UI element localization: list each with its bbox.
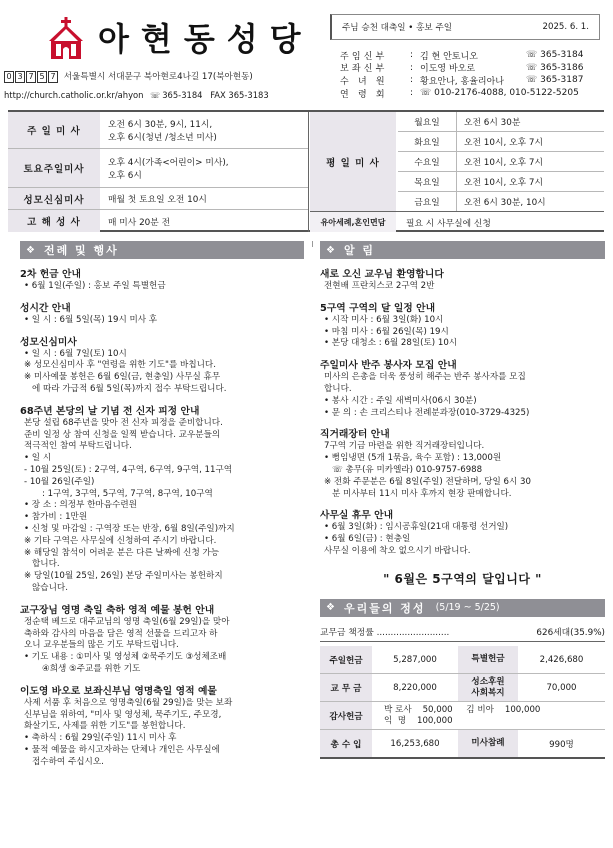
confession-label: 고 해 성 사 xyxy=(8,210,100,232)
diamond-icon: ❖ xyxy=(326,244,337,256)
notice-line: 화살기도, 사제를 위한 기도"를 봉헌합니다. xyxy=(24,721,186,732)
notice-title: 교구장님 영명 축일 축하 영적 예물 봉헌 안내 xyxy=(20,604,215,616)
offering-value: 16,253,680 xyxy=(372,730,458,758)
notice-line: ※ 기타 구역은 사무실에 신청하여 주시기 바랍니다. xyxy=(24,535,217,546)
notice-item xyxy=(20,300,304,327)
notice-title: 68주년 본당의 날 기념 전 신자 피정 안내 xyxy=(20,405,200,417)
fax-number: FAX 365-3183 xyxy=(210,90,269,100)
notice-line: ※ 미사예물 봉헌은 6월 6일(금, 현충일) 사무실 휴무 xyxy=(24,372,221,383)
holyhour-mass-time: 매월 첫 토요일 오전 10시 xyxy=(108,195,207,205)
notice-line: • 일 시 xyxy=(24,453,52,464)
notice-item xyxy=(320,357,605,419)
weekday-day: 화요일 xyxy=(414,138,440,148)
notice-line: ※ 당일(10월 25일, 26일) 본당 주일미사는 봉헌하지 xyxy=(24,571,223,582)
notice-title: 사무실 휴무 안내 xyxy=(320,510,394,522)
notice-line: 신부님을 위하여, "미사 및 영성체, 묵주기도, 주모경, xyxy=(24,709,222,720)
offering-value: 8,220,000 xyxy=(372,674,458,702)
weekday-day: 목요일 xyxy=(414,178,440,188)
notice-line: 정순택 베드로 대주교님의 영명 축일(6월 29일)을 맞아 xyxy=(24,616,230,627)
phone-icon: ☏ xyxy=(526,62,541,73)
phone-icon: ☏ xyxy=(150,91,161,100)
diamond-icon: ❖ xyxy=(26,244,37,256)
sunday-title-box xyxy=(330,14,600,40)
notice-line: 분 미사부터 11시 미사 후까지 현장 판매합니다. xyxy=(332,488,512,499)
notice-line: • 기도 내용 : ①미사 및 영성체 ②묵주기도 ③성체조배 xyxy=(24,652,227,663)
notice-line: 미사의 은총을 더욱 풍성히 해주는 반주 봉사자를 모집 xyxy=(324,372,526,383)
column-divider xyxy=(312,241,313,247)
notice-item xyxy=(20,334,304,396)
offering-value: 990명 xyxy=(518,730,605,758)
confession-time: 매 미사 20분 전 xyxy=(108,217,171,228)
tel-number: 365-3184 xyxy=(162,90,203,100)
notice-line: 에 따라 가급적 6월 5일(목)까지 접수 부탁드립니다. xyxy=(32,383,227,394)
address-text: 서울특별시 서대문구 북아현로4나길 17(북아현동) xyxy=(63,72,253,82)
church-logo-icon xyxy=(45,17,87,59)
notice-line: • 장 소 : 의정부 한마음수련원 xyxy=(24,500,137,511)
notice-line: • 봉사 시간 : 주일 새벽미사(06시 30분) xyxy=(324,395,477,406)
notice-item xyxy=(320,266,605,293)
section-header-notices: ❖ 알 림 xyxy=(320,241,605,259)
notice-line: • 참가비 : 1만원 xyxy=(24,512,88,523)
notice-line: • 뻥임냉면 (5개 1묶음, 육수 포함) : 13,000원 xyxy=(324,453,502,464)
address-line xyxy=(4,70,253,83)
section-header-liturgy: ❖ 전례 및 행사 xyxy=(20,241,304,259)
mass-schedule-table xyxy=(8,110,604,232)
phone-icon: ☏ xyxy=(526,75,541,86)
offering-label: 주일헌금 xyxy=(320,646,372,674)
notice-line: • 본당 대청소 : 6월 28일(토) 10시 xyxy=(324,338,458,349)
baptism-label: 유아세례,혼인면담 xyxy=(310,212,396,232)
notice-line: - 10월 26일(주일) xyxy=(24,476,95,487)
offering-label: 교 무 금 xyxy=(320,674,372,702)
notice-line: 7구역 기금 마련을 위한 직거래장터입니다. xyxy=(324,441,485,452)
notice-line: • 6월 3일(화) : 임시공휴일(21대 대통령 선거일) xyxy=(324,522,509,533)
offering-table xyxy=(320,646,605,759)
notice-title: 직거래장터 안내 xyxy=(320,429,390,441)
notice-title: 주일미사 반주 봉사자 모집 안내 xyxy=(320,360,457,372)
church-name: 아현동성당 xyxy=(98,20,313,58)
section-header-offering: ❖ 우리들의 정성 (5/19 ~ 5/25) xyxy=(320,599,605,617)
notice-line: 접수하여 주십시오. xyxy=(32,756,104,767)
notice-title: 성시간 안내 xyxy=(20,302,71,314)
notice-line: 축하와 감사의 마음을 담은 영적 선물을 드리고자 하 xyxy=(24,628,218,639)
staff-row: 수 녀 원 : 황요안나, 홍율리아나 ☏ 365-3187 xyxy=(340,75,584,87)
weekday-time: 오전 10시, 오후 7시 xyxy=(464,178,543,188)
staff-row: 보좌신부 : 이도영 바오로 ☏ 365-3186 xyxy=(340,62,584,75)
notice-title: 2차 헌금 안내 xyxy=(20,269,81,280)
diamond-icon: ❖ xyxy=(326,602,337,614)
weekday-day: 수요일 xyxy=(414,158,440,168)
holyhour-mass-label: 성모신심미사 xyxy=(8,188,100,209)
bulletin-header xyxy=(0,0,613,107)
liturgy-events-column xyxy=(20,241,304,842)
notice-item xyxy=(20,683,304,769)
monthly-quote: " 6월은 5구역의 달입니다 " xyxy=(383,571,542,586)
notice-item xyxy=(20,602,304,676)
weekday-time: 오전 6시 30분, 10시 xyxy=(464,198,546,208)
contact-line xyxy=(4,90,269,100)
notice-item xyxy=(320,507,605,557)
bulletin-date: 2025. 6. 1. xyxy=(542,22,589,32)
notice-line: 적극적인 참여 부탁드립니다. xyxy=(24,441,132,452)
notice-line: 본당 설립 68주년을 맞아 전 신자 피정을 준비합니다. xyxy=(24,417,223,428)
weekday-day: 월요일 xyxy=(414,118,440,128)
sunday-mass-times: 오전 6시 30분, 9시, 11시, 오후 6시(청년 /청소년 미사) xyxy=(108,120,217,143)
offering-value: 박 로사 50,000 김 비아 100,000 익 명 100,000 xyxy=(372,702,605,730)
weekday-time: 오전 10시, 오후 7시 xyxy=(464,138,543,148)
notice-line: - 10월 25일(토) : 2구역, 4구역, 6구역, 9구역, 11구역 xyxy=(24,464,233,475)
offering-label: 감사헌금 xyxy=(320,702,372,730)
notice-line: • 일 시 : 6월 7일(토) 10시 xyxy=(24,348,127,359)
sunday-title: 주님 승천 대축일 • 홍보 주일 xyxy=(342,23,453,33)
notice-line: 준비 일정 상 참여 신청을 일찍 받습니다. 교우분들의 xyxy=(24,429,221,440)
notice-line: ④희생 ⑤주교를 위한 기도 xyxy=(42,663,141,674)
weekday-time: 오전 10시, 오후 7시 xyxy=(464,158,543,168)
offering-row xyxy=(320,646,605,674)
staff-row: 연 령 회 : ☏ 010-2176-4088, 010-5122-5205 xyxy=(340,88,579,100)
phone-icon: ☏ xyxy=(526,50,541,61)
notice-line: 오니 교우분들의 많은 기도 부탁드립니다. xyxy=(24,640,179,651)
weekday-mass-label: 평 일 미 사 xyxy=(310,112,396,211)
notice-item xyxy=(20,403,304,595)
notice-title: 성모신심미사 xyxy=(20,336,77,348)
notice-title: 5구역 구역의 달 일정 안내 xyxy=(320,302,436,314)
notice-line: ※ 성모신심미사 후 "연령을 위한 기도"를 바칩니다. xyxy=(24,360,216,371)
notice-item xyxy=(320,426,605,500)
weekday-day: 금요일 xyxy=(414,198,440,208)
notice-line: 전현배 프란치스코 2구역 2반 xyxy=(324,281,435,291)
notice-title: 새로 오신 교우님 환영합니다 xyxy=(320,269,444,280)
offering-row xyxy=(320,674,605,702)
notice-line: • 6월 6일(금) : 현충일 xyxy=(324,534,411,545)
notice-line: 사무실 이용에 착오 없으시기 바랍니다. xyxy=(324,545,471,556)
offering-row xyxy=(320,730,605,758)
offering-value: 2,426,680 xyxy=(518,646,605,674)
notices-column xyxy=(320,241,605,842)
notice-line: • 마침 미사 : 6월 26일(목) 19시 xyxy=(324,326,449,337)
offering-value: 70,000 xyxy=(518,674,605,702)
sunday-mass-label: 주 일 미 사 xyxy=(8,112,100,148)
offering-label: 미사참례 xyxy=(458,730,518,758)
offering-value: 5,287,000 xyxy=(372,646,458,674)
phone-icon: ☏ xyxy=(420,88,435,99)
tithe-rate: 교무금 책정률 .......................... 626세대(35.9%) xyxy=(320,625,605,642)
notice-line: • 문 의 : 손 크리스티나 전례분과장(010-3729-4325) xyxy=(324,407,530,418)
notice-line: 합니다. xyxy=(32,559,60,570)
notice-item xyxy=(20,266,304,293)
notice-line: 사제 서품 후 처음으로 영명축일(6월 29일)을 맞는 보좌 xyxy=(24,697,233,708)
notice-line: ※ 전화 주문분은 6월 8일(주일) 전달하며, 당일 6시 30 xyxy=(324,476,531,487)
notice-line: • 6월 1일(주일) : 홍보 주일 특별헌금 xyxy=(24,281,166,291)
notice-line: 합니다. xyxy=(324,383,352,394)
notice-line: • 물적 예물을 하시고자하는 단체나 개인은 사무실에 xyxy=(24,744,220,755)
notice-line: • 시작 미사 : 6월 3일(화) 10시 xyxy=(324,314,444,325)
saturday-mass-label: 토요주일미사 xyxy=(8,149,100,187)
postal-code: 0 3 7 5 7 xyxy=(4,71,58,83)
notice-line: ※ 해당일 참석이 어려운 분은 다른 날짜에 신청 가능 xyxy=(24,547,220,558)
notice-line: ☏ 총무(유 미카엘라) 010-9757-6988 xyxy=(332,464,483,475)
weekday-time: 오전 6시 30분 xyxy=(464,118,521,128)
notice-item xyxy=(320,300,605,350)
offering-label: 성소후원 사회복지 xyxy=(458,674,518,702)
staff-list xyxy=(340,49,605,99)
notice-line: 않습니다. xyxy=(32,582,68,593)
notice-title: 이도영 바오로 보좌신부님 영명축일 영적 예물 xyxy=(20,685,217,697)
notice-line: : 1구역, 3구역, 5구역, 7구역, 8구역, 10구역 xyxy=(42,488,213,499)
staff-row: 주임신부 : 김 현 안토니오 ☏ 365-3184 xyxy=(340,50,584,62)
notice-line: • 축하식 : 6월 29일(주일) 11시 미사 후 xyxy=(24,733,177,744)
offering-label: 총 수 입 xyxy=(320,730,372,758)
saturday-mass-times: 오후 4시(가족<어린이> 미사), 오후 6시 xyxy=(108,158,229,181)
offering-row xyxy=(320,702,605,730)
homepage-link[interactable]: http://church.catholic.or.kr/ahyon xyxy=(4,90,144,100)
notice-line: • 일 시 : 6월 5일(목) 19시 미사 후 xyxy=(24,314,158,325)
baptism-text: 필요 시 사무실에 신청 xyxy=(406,218,491,229)
notice-line: • 신청 및 마감일 : 구역장 또는 반장, 6월 8일(주일)까지 xyxy=(24,523,235,534)
offering-label: 특별헌금 xyxy=(458,646,518,674)
